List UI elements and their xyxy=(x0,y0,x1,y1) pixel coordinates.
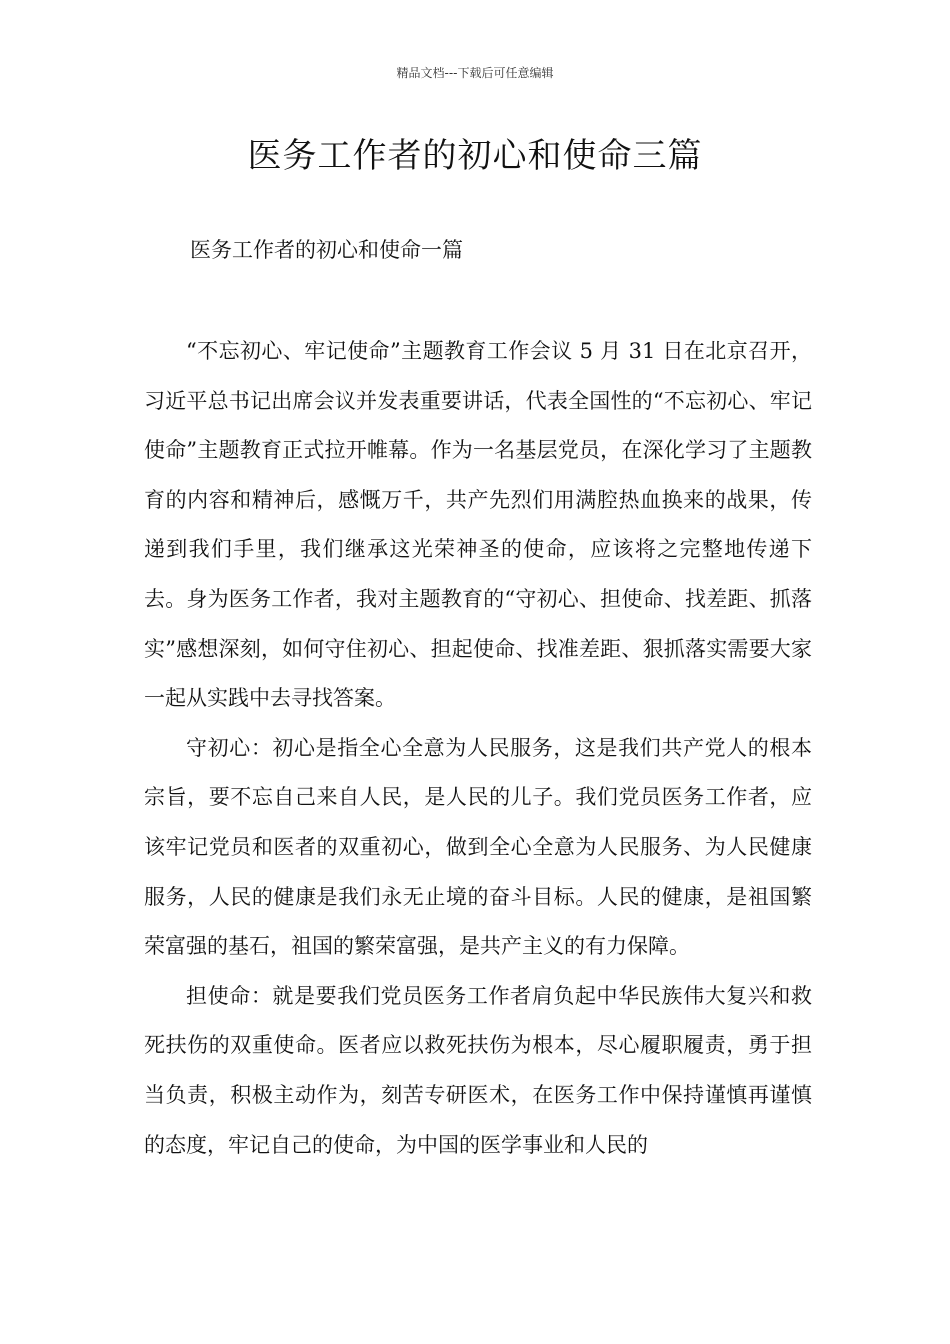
document-title: 医务工作者的初心和使命三篇 xyxy=(247,136,703,176)
header-note: 精品文档---下载后可任意编辑 xyxy=(396,66,554,80)
paragraph-intro: “不忘初心、牢记使命”主题教育工作会议 5 月 31 日在北京召开，习近平总书记出席会议并发表重要讲话，代表全国性的“不忘初心、牢记使命”主题教育正式拉开帷幕。作为一名基层党员，在深化学习了主题教育的内容和精神后，感慨万千，共产先烈们用满腔热血换来的战果，传递到我们手里，我们继承这光荣神圣的使命，应该将之完整地传递下去。身为医务工作者，我对主题教育的“守初心、担使命、找差距、抓落实”感想深刻，如何守住初心、担起使命、找准差距、狠抓落实需要大家一起从实践中去寻找答案。 xyxy=(144,339,812,711)
body-text xyxy=(144,327,812,1170)
paragraph-keep-original-aspiration: 守初心：初心是指全心全意为人民服务，这是我们共产党人的根本宗旨，要不忘自己来自人民，是人民的儿子。我们党员医务工作者，应该牢记党员和医者的双重初心，做到全心全意为人民服务、为人民健康服务，人民的健康是我们永无止境的奋斗目标。人民的健康，是祖国繁荣富强的基石，祖国的繁荣富强，是共产主义的有力保障。 xyxy=(144,735,812,959)
section-subtitle: 医务工作者的初心和使命一篇 xyxy=(190,238,463,262)
paragraph-shoulder-mission: 担使命：就是要我们党员医务工作者肩负起中华民族伟大复兴和救死扶伤的双重使命。医者应以救死扶伤为根本，尽心履职履责，勇于担当负责，积极主动作为，刻苦专研医术，在医务工作中保持谨慎再谨慎的态度，牢记自己的使命，为中国的医学事业和人民的 xyxy=(144,983,812,1157)
